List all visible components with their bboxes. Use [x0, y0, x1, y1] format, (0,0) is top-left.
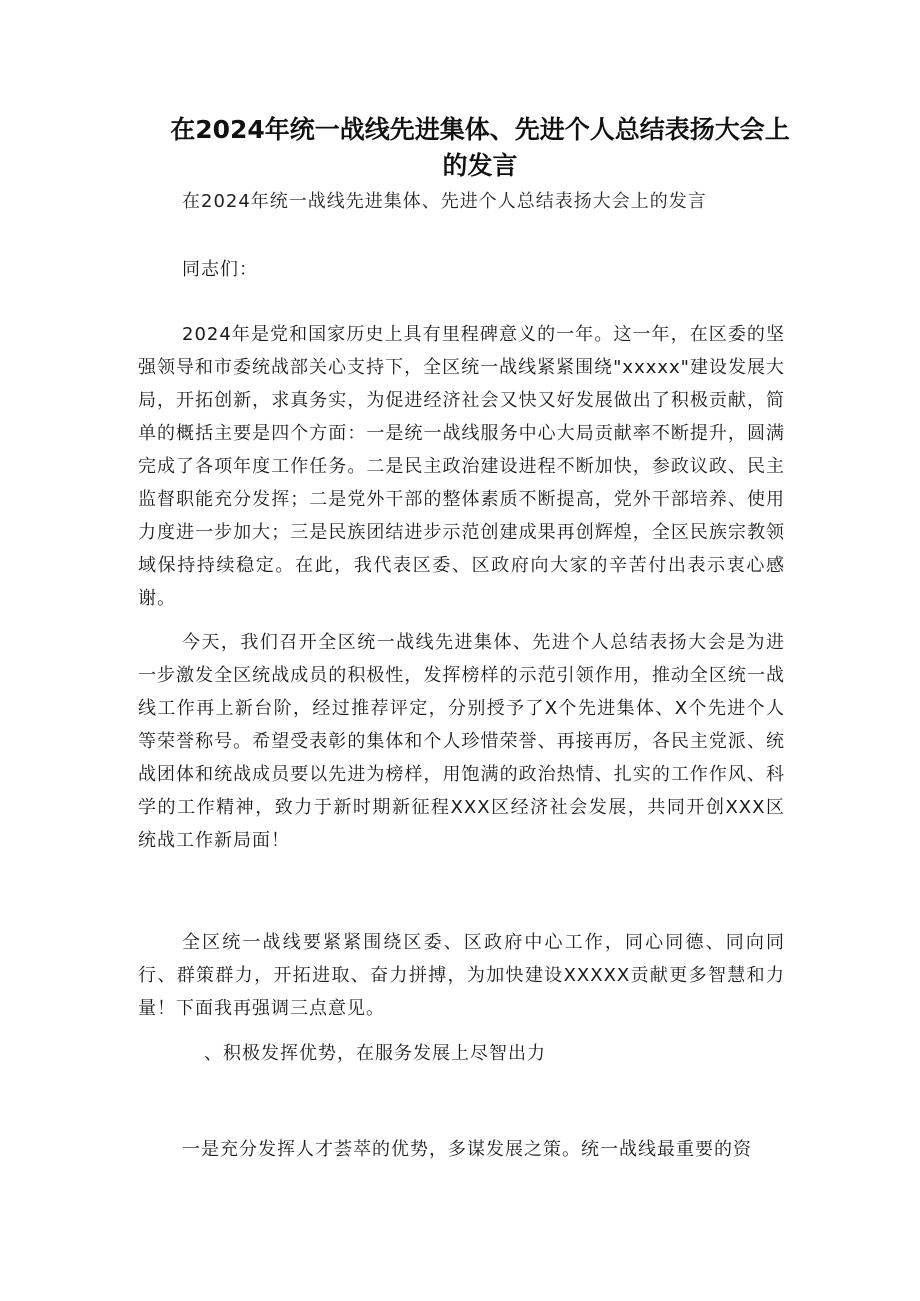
paragraph-4: 一是充分发挥人才荟萃的优势，多谋发展之策。统一战线最重要的资 [182, 1139, 752, 1160]
paragraph-1: 2024年是党和国家历史上具有里程碑意义的一年。这一年，在区委的坚强领导和市委统战部关心支持下，全区统一战线紧紧围绕"xxxxx"建设发展大局，开拓创新，求真务实，为促进经济社会又快又好发展做出了积极贡献，简单的概括主要是四个方面：一是统一战线服务中心大局贡献率不断提升，圆满完成了各项年度工作任务。二是民主政治建设进程不断加快，参政议政、民主监督职能充分发挥；二是党外干部的整体素质不断提高，党外干部培养、使用力度进一步加大；三是民族团结进步示范创建成果再创辉煌，全区民族宗教领域保持持续稳定。在此，我代表区委、区政府向大家的辛苦付出表示衷心感谢。 [138, 324, 785, 609]
salutation: 同志们： [182, 259, 258, 280]
paragraph-2: 今天，我们召开全区统一战线先进集体、先进个人总结表扬大会是为进一步激发全区统战成员的积极性，发挥榜样的示范引领作用，推动全区统一战线工作再上新台阶，经过推荐评定，分别授予了X个先进集体、X个先进个人等荣誉称号。希望受表彰的集体和个人珍惜荣誉、再接再厉，各民主党派、统战团体和统战成员要以先进为榜样，用饱满的政治热情、扎实的工作作风、科学的工作精神，致力于新时期新征程XXX区经济社会发展，共同开创XXX区统战工作新局面！ [138, 632, 785, 851]
paragraph-3: 全区统一战线要紧紧围绕区委、区政府中心工作，同心同德、同向同行、群策群力，开拓进取、奋力拼搏，为加快建设XXXXX贡献更多智慧和力量！下面我再强调三点意见。 [138, 932, 785, 1019]
section-heading: 、积极发挥优势，在服务发展上尽智出力 [204, 1043, 546, 1064]
document-subtitle: 在2024年统一战线先进集体、先进个人总结表扬大会上的发言 [182, 191, 707, 212]
document-title: 在2024年统一战线先进集体、先进个人总结表扬大会上的发言 [170, 115, 790, 180]
